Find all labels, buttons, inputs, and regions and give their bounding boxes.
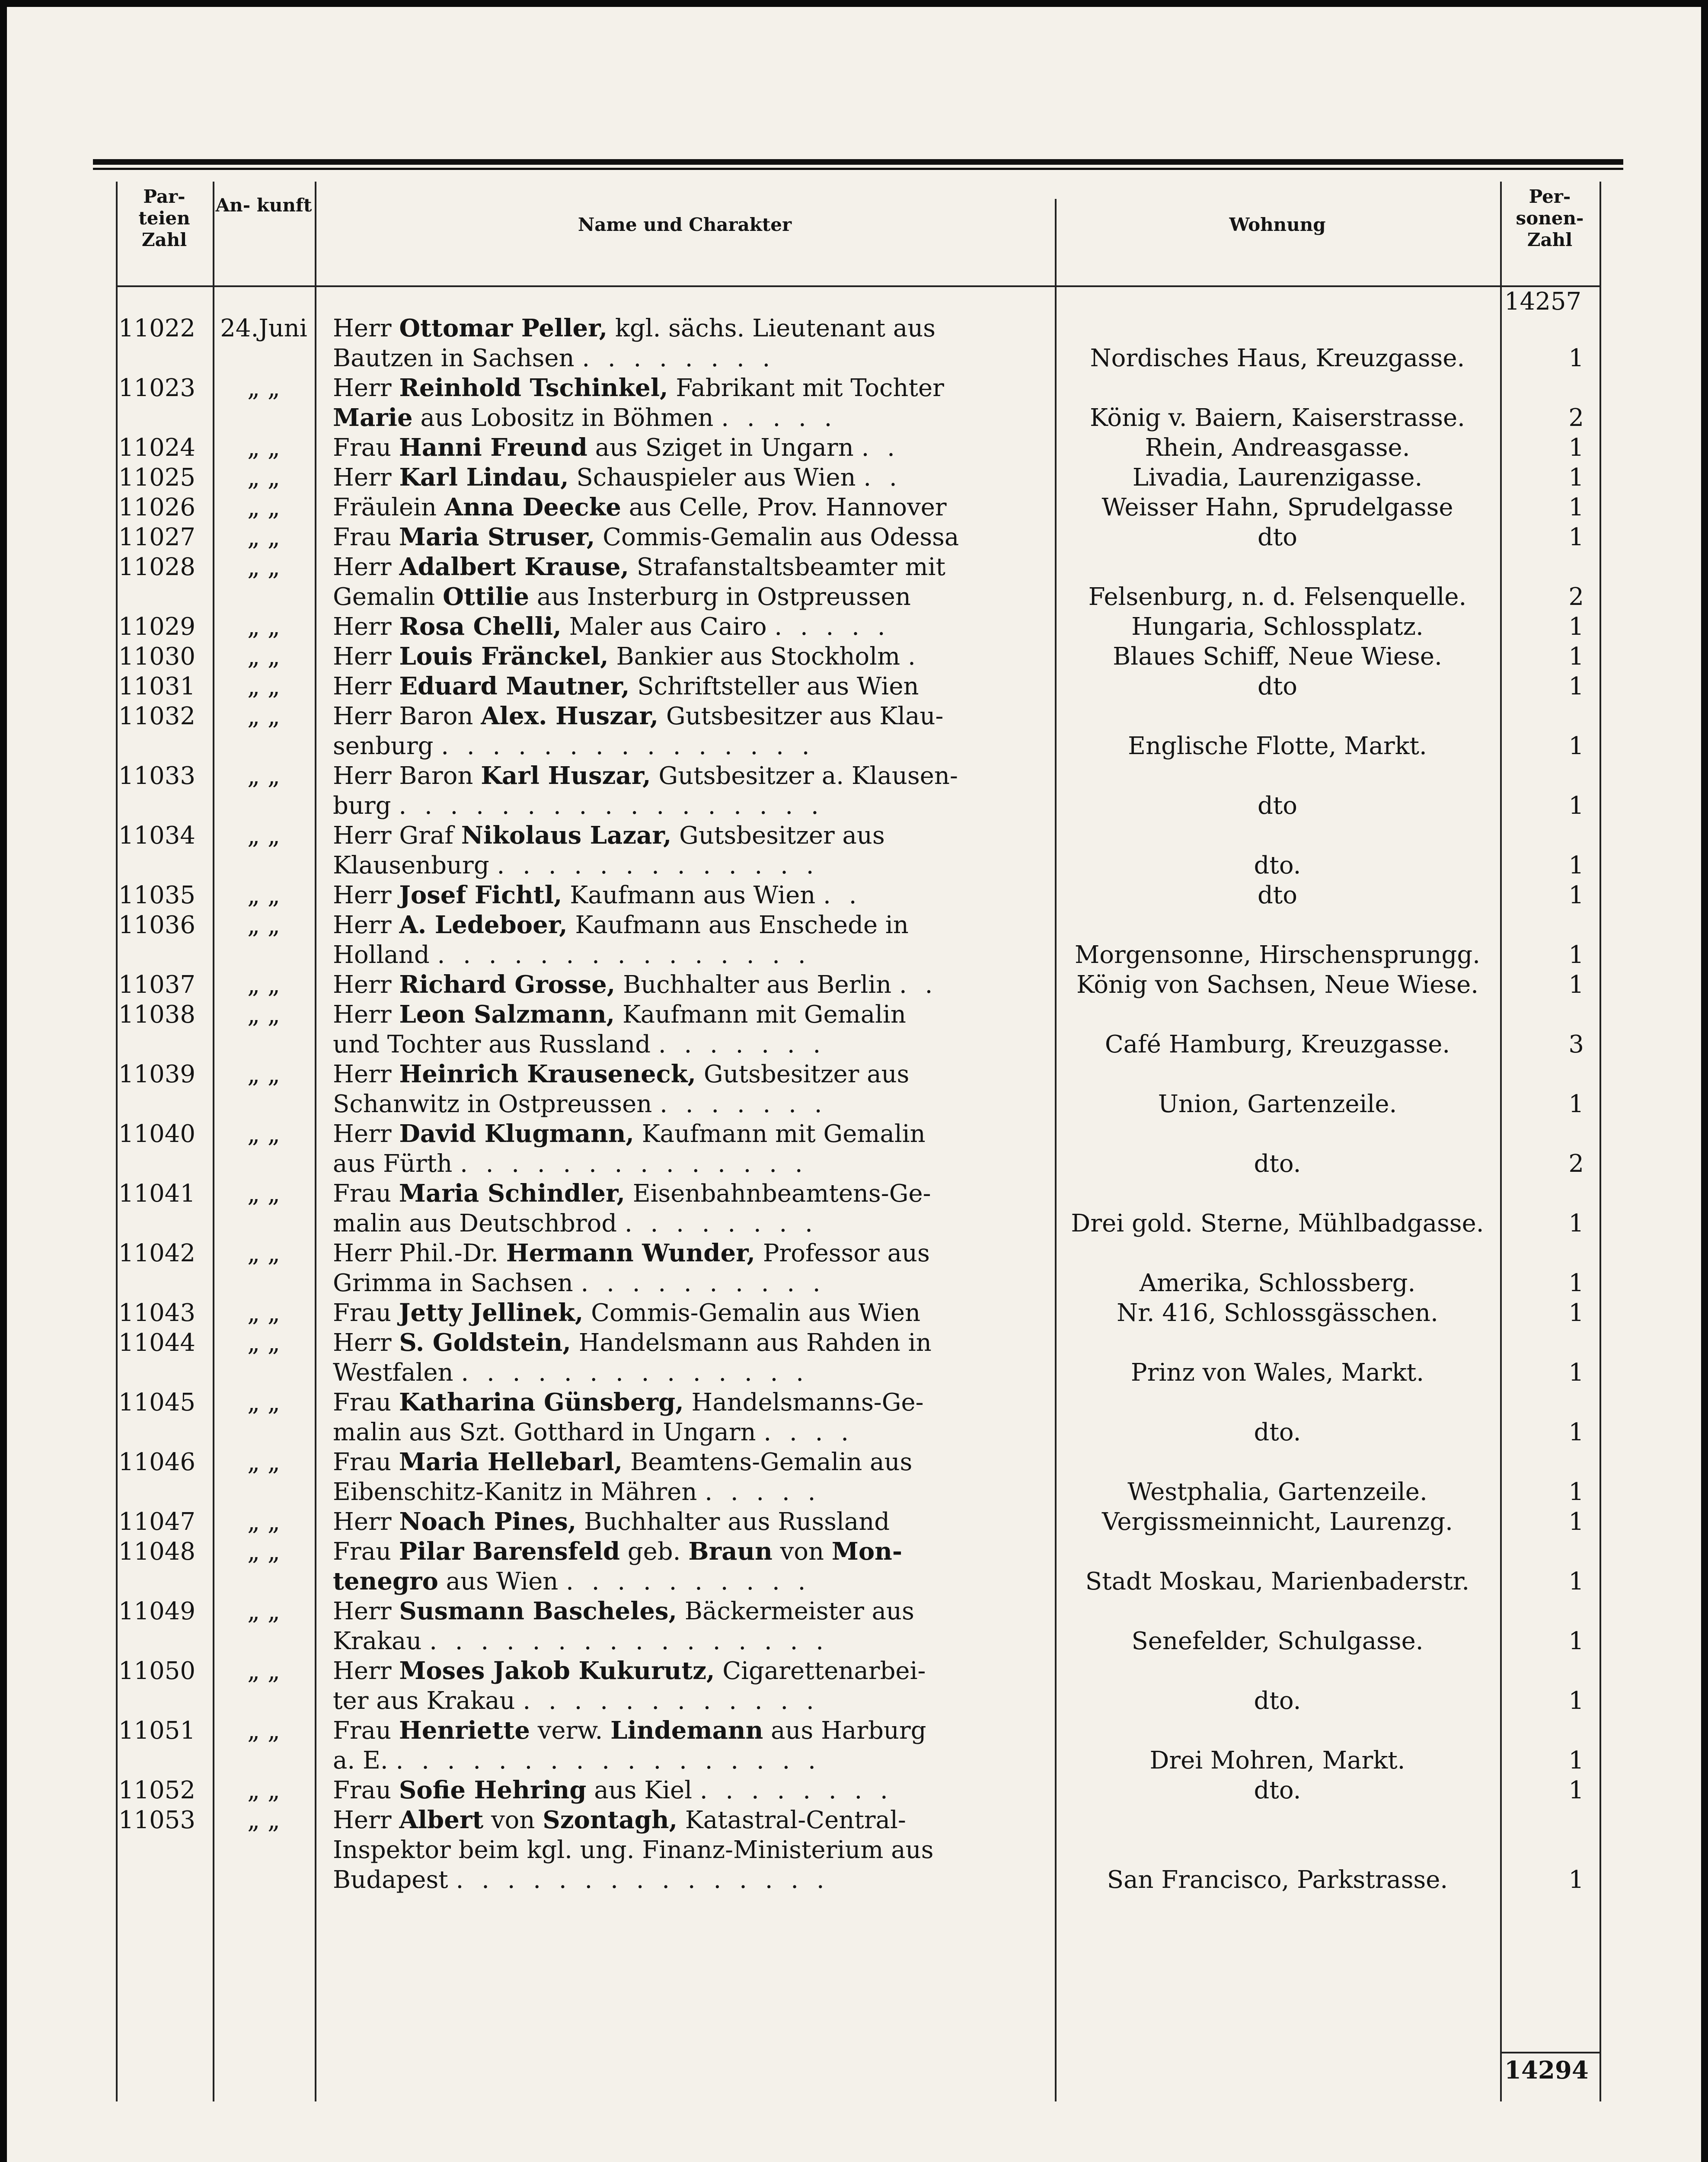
header-personen: Per- sonen- Zahl <box>1516 186 1584 250</box>
entry-persons: 1 <box>1568 1746 1584 1775</box>
entry-arrival: „ „ <box>247 1388 280 1417</box>
entry-name-line: Herr Josef Fichtl, Kaufmann aus Wien . . <box>333 881 862 909</box>
entry-number: 11051 <box>118 1717 195 1745</box>
entry-name-line: ter aus Krakau . . . . . . . . . . . . <box>333 1687 819 1715</box>
entry-name-line: Herr Rosa Chelli, Maler aus Cairo . . . . . <box>333 612 891 641</box>
column-line-right <box>1599 182 1601 2101</box>
entry-name-line: Herr S. Goldstein, Handelsmann aus Rahden in <box>333 1328 932 1357</box>
entry-persons: 1 <box>1568 1209 1584 1238</box>
entry-residence: Morgensonne, Hirschensprungg. <box>1074 941 1481 969</box>
entry-arrival: „ „ <box>247 1329 280 1357</box>
entry-persons: 1 <box>1568 434 1584 462</box>
entry-arrival: „ „ <box>247 702 280 730</box>
entry-name-line: Herr Moses Jakob Kukurutz, Cigarettenarbei- <box>333 1657 926 1685</box>
entry-name-line: Frau Pilar Barensfeld geb. Braun von Mon- <box>333 1537 903 1566</box>
entry-persons: 1 <box>1568 344 1584 372</box>
entry-residence: San Francisco, Parkstrasse. <box>1107 1866 1448 1894</box>
entry-number: 11039 <box>118 1060 195 1088</box>
entry-persons: 1 <box>1568 732 1584 760</box>
header-name: Name und Charakter <box>578 214 792 235</box>
entry-name-line: Herr Baron Karl Huszar, Gutsbesitzer a. Klausen- <box>333 761 958 790</box>
entry-name-line: Schanwitz in Ostpreussen . . . . . . . <box>333 1090 827 1118</box>
entry-name-line: burg . . . . . . . . . . . . . . . . . <box>333 792 824 820</box>
entry-persons: 3 <box>1568 1030 1584 1059</box>
entry-name-line: a. E. . . . . . . . . . . . . . . . . . <box>333 1746 821 1775</box>
entry-number: 11041 <box>118 1180 195 1208</box>
entry-residence: König v. Baiern, Kaiserstrasse. <box>1090 404 1465 432</box>
entry-name-line: Herr Reinhold Tschinkel, Fabrikant mit Tochter <box>333 374 944 402</box>
entry-residence: Rhein, Andreasgasse. <box>1145 434 1410 462</box>
entry-arrival: „ „ <box>247 1776 280 1804</box>
entry-persons: 1 <box>1568 1299 1584 1327</box>
entry-name-line: malin aus Szt. Gotthard in Ungarn . . . . <box>333 1418 854 1446</box>
entry-name-line: Herr David Klugmann, Kaufmann mit Gemalin <box>333 1119 926 1148</box>
entry-number: 11044 <box>118 1329 195 1357</box>
header-rule <box>116 285 1601 287</box>
entry-name-line: Frau Jetty Jellinek, Commis-Gemalin aus Wien <box>333 1298 921 1327</box>
entry-name-line: Marie aus Lobositz in Böhmen . . . . . <box>333 403 837 432</box>
entry-name-line: Herr Leon Salzmann, Kaufmann mit Gemalin <box>333 1000 906 1029</box>
entry-number: 11023 <box>118 374 195 402</box>
entry-persons: 1 <box>1568 493 1584 521</box>
entry-arrival: „ „ <box>247 1180 280 1208</box>
entry-persons: 1 <box>1568 1418 1584 1446</box>
entry-arrival: „ „ <box>247 643 280 671</box>
entry-residence: dto. <box>1254 1150 1301 1178</box>
entry-persons: 2 <box>1568 1150 1584 1178</box>
entry-residence: Englische Flotte, Markt. <box>1128 732 1427 760</box>
entry-persons: 1 <box>1568 1359 1584 1387</box>
entry-number: 11030 <box>118 643 195 671</box>
entry-persons: 1 <box>1568 1508 1584 1536</box>
entry-arrival: 24.Juni <box>220 314 307 342</box>
header-parteien: Par- teien Zahl <box>138 186 190 250</box>
entry-residence: Drei Mohren, Markt. <box>1149 1746 1405 1775</box>
entry-persons: 1 <box>1568 941 1584 969</box>
entry-residence: Vergissmeinnicht, Laurenzg. <box>1102 1508 1453 1536</box>
entry-residence: dto. <box>1254 1776 1301 1804</box>
entry-residence: Café Hamburg, Kreuzgasse. <box>1105 1030 1450 1059</box>
entry-residence: Drei gold. Sterne, Mühlbadgasse. <box>1071 1209 1484 1238</box>
top-rule-thin <box>93 168 1623 170</box>
entry-residence: Nordisches Haus, Kreuzgasse. <box>1090 344 1465 372</box>
total-rule <box>1500 2052 1600 2053</box>
entry-number: 11052 <box>118 1776 195 1804</box>
entry-persons: 1 <box>1568 1269 1584 1297</box>
entry-name-line: Herr Noach Pines, Buchhalter aus Russland <box>333 1507 890 1536</box>
entry-name-line: Herr Adalbert Krause, Strafanstaltsbeamter mit <box>333 553 945 581</box>
entry-name-line: Grimma in Sachsen . . . . . . . . . . <box>333 1269 826 1297</box>
entry-persons: 2 <box>1568 583 1584 611</box>
entry-arrival: „ „ <box>247 1657 280 1685</box>
entry-name-line: Eibenschitz-Kanitz in Mähren . . . . . <box>333 1478 821 1506</box>
entry-number: 11027 <box>118 523 195 551</box>
entry-name-line: Frau Maria Hellebarl, Beamtens-Gemalin aus <box>333 1448 913 1476</box>
entry-number: 11031 <box>118 672 195 700</box>
entry-residence: Westphalia, Gartenzeile. <box>1127 1478 1427 1506</box>
entry-residence: dto <box>1257 672 1298 700</box>
entry-residence: Hungaria, Schlossplatz. <box>1131 613 1424 641</box>
entry-number: 11037 <box>118 971 195 999</box>
entry-number: 11036 <box>118 911 195 939</box>
entry-name-line: Herr A. Ledeboer, Kaufmann aus Enschede in <box>333 911 909 939</box>
entry-persons: 1 <box>1568 1090 1584 1118</box>
entry-name-line: Frau Maria Schindler, Eisenbahnbeamtens-Ge- <box>333 1179 931 1208</box>
top-rule <box>93 159 1623 165</box>
entry-name-line: senburg . . . . . . . . . . . . . . . <box>333 732 815 760</box>
entry-name-line: Klausenburg . . . . . . . . . . . . . <box>333 851 819 880</box>
entry-arrival: „ „ <box>247 881 280 909</box>
entry-number: 11035 <box>118 881 195 909</box>
entry-arrival: „ „ <box>247 911 280 939</box>
entry-arrival: „ „ <box>247 1001 280 1029</box>
entry-arrival: „ „ <box>247 1448 280 1476</box>
carry-in-total: 14257 <box>1504 288 1582 316</box>
entry-number: 11038 <box>118 1001 195 1029</box>
entry-number: 11046 <box>118 1448 195 1476</box>
entry-name-line: Frau Henriette verw. Lindemann aus Harburg <box>333 1716 926 1745</box>
entry-arrival: „ „ <box>247 1120 280 1148</box>
entry-number: 11034 <box>118 822 195 850</box>
entry-name-line: Herr Karl Lindau, Schauspieler aus Wien . . <box>333 463 902 492</box>
entry-arrival: „ „ <box>247 762 280 790</box>
entry-number: 11028 <box>118 553 195 581</box>
entry-residence: König von Sachsen, Neue Wiese. <box>1076 971 1479 999</box>
entry-persons: 1 <box>1568 523 1584 551</box>
entry-arrival: „ „ <box>247 1508 280 1536</box>
entry-name-line: Bautzen in Sachsen . . . . . . . . <box>333 344 776 372</box>
entry-name-line: Inspektor beim kgl. ung. Finanz-Ministerium aus <box>333 1836 934 1864</box>
entry-residence: Union, Gartenzeile. <box>1158 1090 1397 1118</box>
entry-number: 11032 <box>118 702 195 730</box>
entry-arrival: „ „ <box>247 672 280 700</box>
entry-persons: 1 <box>1568 464 1584 492</box>
entry-arrival: „ „ <box>247 493 280 521</box>
header-ankunft: An- kunft <box>215 195 312 216</box>
entry-name-line: Holland . . . . . . . . . . . . . . . <box>333 941 811 969</box>
entry-persons: 1 <box>1568 1776 1584 1804</box>
entry-persons: 1 <box>1568 971 1584 999</box>
entry-name-line: Herr Richard Grosse, Buchhalter aus Berlin . . <box>333 970 938 999</box>
entry-name-line: tenegro aus Wien . . . . . . . . . . <box>333 1567 811 1596</box>
entry-arrival: „ „ <box>247 1538 280 1566</box>
entry-arrival: „ „ <box>247 613 280 641</box>
entry-arrival: „ „ <box>247 971 280 999</box>
entry-number: 11033 <box>118 762 195 790</box>
entry-number: 11043 <box>118 1299 195 1327</box>
entry-residence: dto <box>1257 881 1298 909</box>
entry-arrival: „ „ <box>247 523 280 551</box>
entry-arrival: „ „ <box>247 434 280 462</box>
entry-residence: Weisser Hahn, Sprudelgasse <box>1101 493 1453 521</box>
entry-persons: 1 <box>1568 792 1584 820</box>
entry-name-line: Frau Sofie Hehring aus Kiel . . . . . . . . <box>333 1776 893 1804</box>
entry-number: 11045 <box>118 1388 195 1417</box>
entry-residence: Blaues Schiff, Neue Wiese. <box>1113 643 1442 671</box>
entry-number: 11029 <box>118 613 195 641</box>
entry-name-line: malin aus Deutschbrod . . . . . . . . <box>333 1209 818 1238</box>
entry-number: 11040 <box>118 1120 195 1148</box>
entry-name-line: aus Fürth . . . . . . . . . . . . . . <box>333 1150 808 1178</box>
entry-number: 11048 <box>118 1538 195 1566</box>
entry-number: 11022 <box>118 314 195 342</box>
entry-name-line: Fräulein Anna Deecke aus Celle, Prov. Hannover <box>333 493 947 521</box>
entry-number: 11024 <box>118 434 195 462</box>
carry-out-total: 14294 <box>1504 2056 1589 2085</box>
entry-arrival: „ „ <box>247 464 280 492</box>
entry-number: 11053 <box>118 1806 195 1834</box>
entry-persons: 1 <box>1568 851 1584 880</box>
entry-name-line: Frau Maria Struser, Commis-Gemalin aus Odessa <box>333 523 959 551</box>
entry-name-line: und Tochter aus Russland . . . . . . . <box>333 1030 826 1059</box>
entry-arrival: „ „ <box>247 1299 280 1327</box>
entry-arrival: „ „ <box>247 1597 280 1625</box>
entry-residence: Senefelder, Schulgasse. <box>1131 1627 1424 1655</box>
entry-name-line: Herr Heinrich Krauseneck, Gutsbesitzer aus <box>333 1060 910 1088</box>
entry-persons: 1 <box>1568 1478 1584 1506</box>
entry-arrival: „ „ <box>247 1806 280 1834</box>
entry-name-line: Frau Hanni Freund aus Sziget in Ungarn . . <box>333 433 900 462</box>
entry-persons: 2 <box>1568 404 1584 432</box>
entry-residence: Livadia, Laurenzigasse. <box>1132 464 1423 492</box>
entry-name-line: Herr Eduard Mautner, Schriftsteller aus Wien <box>333 672 919 700</box>
entry-name-line: Gemalin Ottilie aus Insterburg in Ostpreussen <box>333 582 911 611</box>
entry-number: 11026 <box>118 493 195 521</box>
entry-arrival: „ „ <box>247 1060 280 1088</box>
entry-residence: dto. <box>1254 1687 1301 1715</box>
entry-name-line: Herr Baron Alex. Huszar, Gutsbesitzer aus Klau- <box>333 702 944 730</box>
entry-name-line: Herr Graf Nikolaus Lazar, Gutsbesitzer aus <box>333 821 885 850</box>
entry-name-line: Krakau . . . . . . . . . . . . . . . . <box>333 1627 829 1655</box>
entry-name-line: Herr Phil.-Dr. Hermann Wunder, Professor aus <box>333 1239 930 1267</box>
entry-arrival: „ „ <box>247 822 280 850</box>
entry-persons: 1 <box>1568 613 1584 641</box>
entry-arrival: „ „ <box>247 553 280 581</box>
entry-persons: 1 <box>1568 672 1584 700</box>
entry-name-line: Westfalen . . . . . . . . . . . . . . <box>333 1359 809 1387</box>
entry-residence: dto. <box>1254 1418 1301 1446</box>
entry-residence: Amerika, Schlossberg. <box>1139 1269 1416 1297</box>
entry-residence: Stadt Moskau, Marienbaderstr. <box>1085 1567 1470 1596</box>
entry-name-line: Herr Albert von Szontagh, Katastral-Central- <box>333 1806 906 1834</box>
entry-arrival: „ „ <box>247 1717 280 1745</box>
entry-name-line: Herr Louis Fränckel, Bankier aus Stockholm . <box>333 642 921 671</box>
entry-residence: Felsenburg, n. d. Felsenquelle. <box>1088 583 1467 611</box>
entry-persons: 1 <box>1568 1627 1584 1655</box>
entry-number: 11042 <box>118 1239 195 1267</box>
entry-persons: 1 <box>1568 1687 1584 1715</box>
entry-persons: 1 <box>1568 881 1584 909</box>
entry-number: 11025 <box>118 464 195 492</box>
entry-residence: dto. <box>1254 851 1301 880</box>
entry-arrival: „ „ <box>247 1239 280 1267</box>
entry-residence: dto <box>1257 523 1298 551</box>
entry-number: 11047 <box>118 1508 195 1536</box>
entry-arrival: „ „ <box>247 374 280 402</box>
entry-name-line: Budapest . . . . . . . . . . . . . . . <box>333 1866 830 1894</box>
entry-name-line: Frau Katharina Günsberg, Handelsmanns-Ge- <box>333 1388 924 1417</box>
entry-number: 11050 <box>118 1657 195 1685</box>
entry-residence: Prinz von Wales, Markt. <box>1130 1359 1424 1387</box>
entry-persons: 1 <box>1568 643 1584 671</box>
entry-residence: dto <box>1257 792 1298 820</box>
entry-number: 11049 <box>118 1597 195 1625</box>
entry-persons: 1 <box>1568 1567 1584 1596</box>
header-wohnung: Wohnung <box>1229 214 1326 235</box>
column-line-name <box>315 182 316 2101</box>
entry-residence: Nr. 416, Schlossgässchen. <box>1117 1299 1438 1327</box>
entry-persons: 1 <box>1568 1866 1584 1894</box>
entry-name-line: Herr Ottomar Peller, kgl. sächs. Lieutenant aus <box>333 314 936 342</box>
entry-name-line: Herr Susmann Bascheles, Bäckermeister aus <box>333 1597 914 1625</box>
